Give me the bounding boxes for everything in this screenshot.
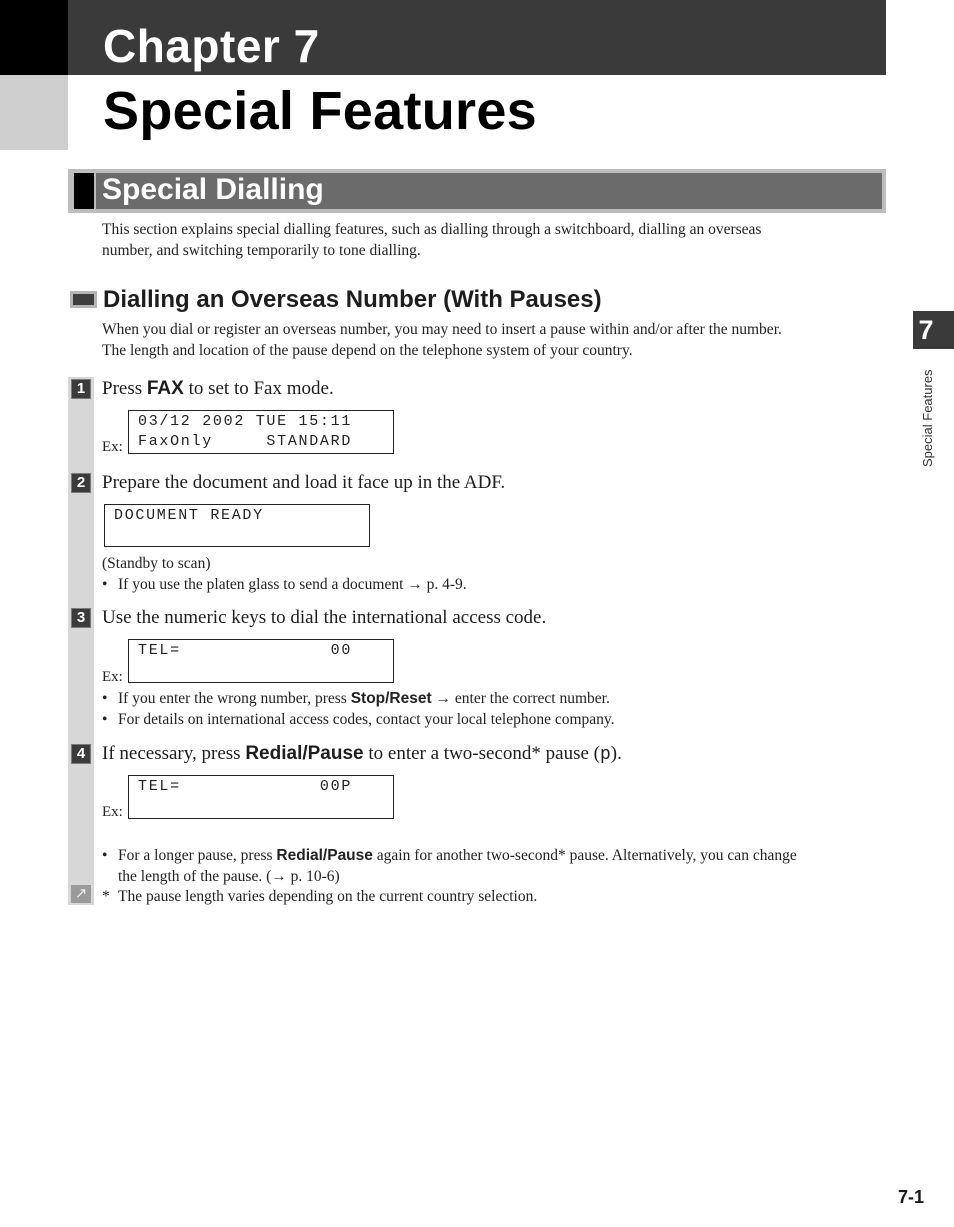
lcd-display-fax-mode: 03/12 2002 TUE 15:11 FaxOnly STANDARD [128, 410, 394, 454]
footnote: * The pause length varies depending on the current country selection. [102, 888, 538, 905]
stop-reset-key-label: Stop/Reset [350, 690, 432, 707]
subsection-intro-line-1: When you dial or register an overseas number, you may need to insert a pause within and/or after the number. [102, 321, 782, 338]
chapter-tab-number: 7 [918, 315, 934, 345]
step-2-caption: (Standby to scan) [102, 555, 211, 572]
step-3-bullet-2: • For details on international access codes, contact your local telephone company. [102, 711, 615, 728]
step-number-4: 4 [71, 744, 91, 764]
lcd-display-tel-00p: TEL= 00P [128, 775, 394, 819]
step-4-example-label: Ex: [102, 804, 123, 820]
lcd-display-document-ready: DOCUMENT READY [104, 504, 370, 547]
step-2-text: Prepare the document and load it face up in the ADF. [102, 472, 506, 493]
section-heading-marker [74, 173, 94, 209]
end-arrow-icon: ↗ [71, 885, 91, 903]
step-number-2: 2 [71, 473, 91, 493]
step-3-text: Use the numeric keys to dial the international access code. [102, 607, 547, 628]
subsection-title: Dialling an Overseas Number (With Pauses) [103, 286, 602, 313]
step-rail [68, 377, 94, 905]
page-number: 7-1 [898, 1187, 925, 1207]
step-2-bullet-1: • If you use the platen glass to send a document → p. 4-9. [102, 576, 467, 593]
step-4-bullet-1: • For a longer pause, press Redial/Pause again for another two-second* pause. Alternatively, you can change the length of the pause. (→ p. 10-6) [102, 847, 797, 885]
redial-pause-key-label: Redial/Pause [245, 743, 364, 764]
step-3-example-label: Ex: [102, 669, 123, 685]
step-4-text: If necessary, press Redial/Pause to enter a two-second* pause (p). [102, 743, 622, 765]
step-1-example-label: Ex: [102, 439, 123, 455]
step-1-text: Press FAX to set to Fax mode. [102, 378, 334, 399]
subsection-icon-inner [73, 294, 94, 305]
chapter-tab-label: Special Features [920, 369, 935, 467]
chapter-label: Chapter 7 [103, 20, 320, 72]
chapter-title: Special Features [103, 81, 538, 141]
lcd-display-tel-00: TEL= 00 [128, 639, 394, 683]
chapter-marker-black [0, 0, 68, 75]
chapter-marker-gray [0, 75, 68, 150]
section-intro-line-1: This section explains special dialling features, such as dialling through a switchboard, dialling an overseas [102, 221, 762, 238]
redial-pause-key-label-2: Redial/Pause [276, 847, 373, 864]
step-number-1: 1 [71, 379, 91, 399]
fax-key-label: FAX [146, 378, 184, 399]
section-intro-line-2: number, and switching temporarily to tone dialling. [102, 242, 421, 259]
subsection-intro-line-2: The length and location of the pause depend on the telephone system of your country. [102, 342, 633, 359]
step-number-3: 3 [71, 608, 91, 628]
step-3-bullet-1: • If you enter the wrong number, press Stop/Reset → enter the correct number. [102, 690, 610, 707]
section-title: Special Dialling [102, 173, 324, 206]
pause-code: p [599, 745, 611, 765]
